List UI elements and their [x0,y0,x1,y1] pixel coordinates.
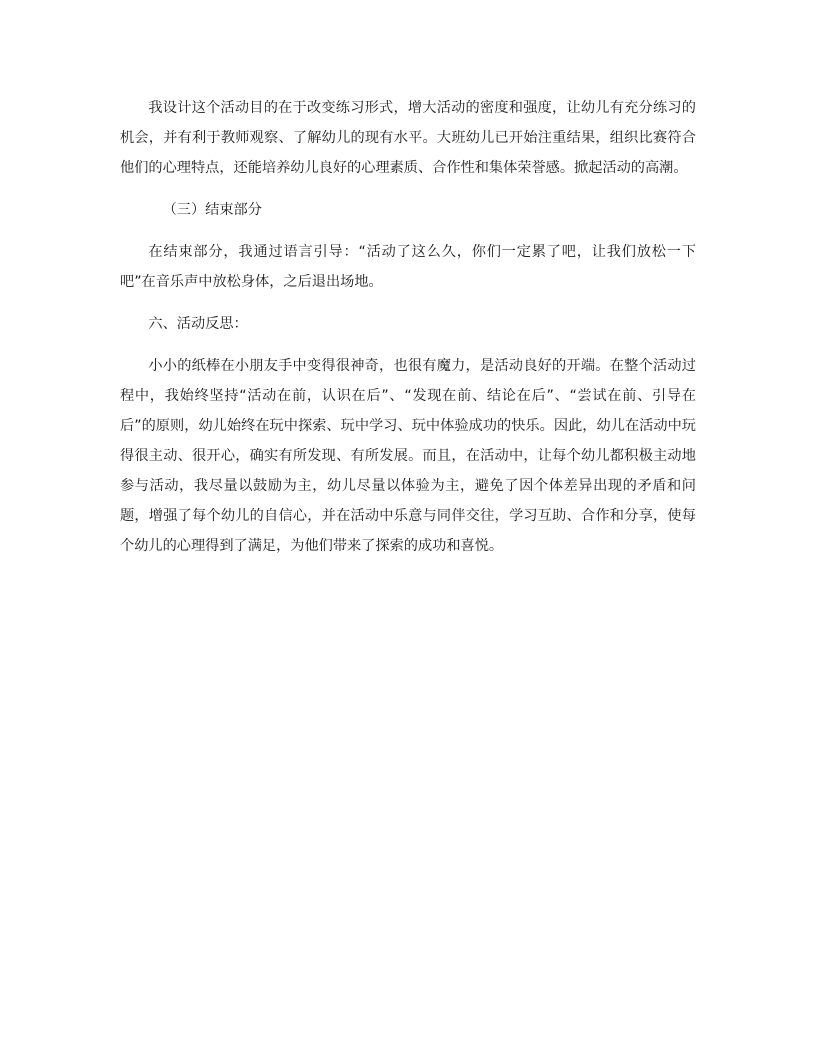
paragraph-reflection: 小小的纸棒在小朋友手中变得很神奇，也很有魔力，是活动良好的开端。在整个活动过程中，我始终坚持“活动在前，认识在后”、“发现在前、结论在后”、“尝试在前、引导在后”的原则，幼儿始终在玩中探索、玩中学习、玩中体验成功的快乐。因此，幼儿在活动中玩得很主动、很开心，确实有所发现、有所发展。而且，在活动中，让每个幼儿都积极主动地参与活动，我尽量以鼓励为主，幼儿尽量以体验为主，避免了因个体差异出现的矛盾和问题，增强了每个幼儿的自信心，并在活动中乐意与同伴交往，学习互助、合作和分享，使每个幼儿的心理得到了满足，为他们带来了探索的成功和喜悦。 [120,358,696,554]
paragraph-spacer [120,339,696,351]
paragraph-ending-part: 在结束部分，我通过语言引导：“活动了这么久，你们一定累了吧，让我们放松一下吧”在音乐声中放松身体，之后退出场地。 [120,244,696,290]
paragraph-spacer [120,297,696,309]
section-heading-ending: （三）结束部分 [162,202,262,218]
paragraph-spacer [120,225,696,237]
paragraph-spacer [120,183,696,195]
section-heading-reflection: 六、活动反思： [148,316,248,332]
document-body [120,93,696,561]
paragraph-activity-purpose: 我设计这个活动目的在于改变练习形式，增大活动的密度和强度，让幼儿有充分练习的机会，并有利于教师观察、了解幼儿的现有水平。大班幼儿已开始注重结果，组织比赛符合他们的心理特点，还能培养幼儿良好的心理素质、合作性和集体荣誉感。掀起活动的高潮。 [120,100,696,176]
